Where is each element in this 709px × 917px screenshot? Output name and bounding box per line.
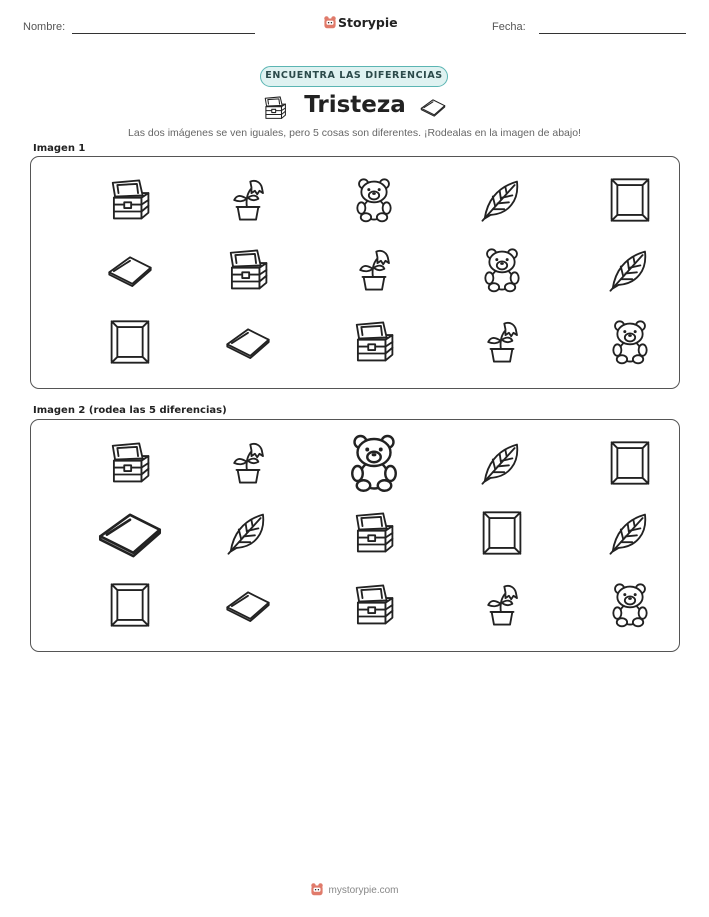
leaf-icon [607, 247, 653, 293]
picture-cell[interactable] [225, 440, 271, 486]
picture-cell[interactable] [351, 510, 397, 556]
folded-cloth-icon [97, 500, 163, 566]
picture-cell[interactable] [607, 510, 653, 556]
picture-cell[interactable] [479, 440, 525, 486]
folded-cloth-icon [418, 94, 448, 120]
frame-icon [607, 440, 653, 486]
picture-cell[interactable] [225, 582, 271, 628]
picture-cell [107, 319, 153, 365]
flower-pot-icon [479, 582, 525, 628]
panel2-label: Imagen 2 (rodea las 5 diferencias) [33, 405, 227, 416]
picture-cell [479, 247, 525, 293]
chest-icon [225, 247, 271, 293]
picture-cell[interactable] [107, 440, 153, 486]
frame-icon [479, 510, 525, 556]
picture-cell[interactable] [107, 582, 153, 628]
teddy-bear-icon [344, 433, 404, 493]
picture-cell[interactable] [351, 582, 397, 628]
footer-url: mystorypie.com [328, 885, 399, 896]
picture-cell[interactable] [607, 582, 653, 628]
flower-pot-icon [479, 319, 525, 365]
footer [0, 882, 709, 896]
picture-cell [607, 247, 653, 293]
chest-icon [262, 95, 288, 121]
teddy-bear-icon [479, 247, 525, 293]
date-label: Fecha: [492, 21, 526, 33]
picture-cell [479, 177, 525, 223]
frame-icon [607, 177, 653, 223]
brand-name: Storypie [338, 15, 398, 30]
picture-cell [351, 319, 397, 365]
storypie-logo-icon [323, 15, 337, 29]
leaf-icon [479, 177, 525, 223]
picture-cell [351, 177, 397, 223]
flower-pot-icon [351, 247, 397, 293]
leaf-icon [225, 510, 271, 556]
picture-cell[interactable] [607, 440, 653, 486]
chest-icon [351, 582, 397, 628]
teddy-bear-icon [351, 177, 397, 223]
picture-cell [107, 247, 153, 293]
leaf-icon [479, 440, 525, 486]
date-field[interactable] [539, 33, 686, 34]
picture-cell [479, 319, 525, 365]
leaf-icon [607, 510, 653, 556]
chest-icon [107, 440, 153, 486]
picture-cell [225, 319, 271, 365]
picture-cell [607, 177, 653, 223]
frame-icon [107, 319, 153, 365]
name-field[interactable] [72, 33, 255, 34]
teddy-bear-icon [607, 582, 653, 628]
chest-icon [351, 319, 397, 365]
brand-logo [323, 14, 398, 32]
picture-cell [225, 247, 271, 293]
folded-cloth-icon [107, 247, 153, 293]
picture-cell[interactable] [344, 433, 404, 493]
picture-cell[interactable] [97, 500, 163, 566]
picture-cell [351, 247, 397, 293]
frame-icon [107, 582, 153, 628]
picture-cell[interactable] [225, 510, 271, 556]
picture-cell [107, 177, 153, 223]
folded-cloth-icon [225, 582, 271, 628]
picture-cell [607, 319, 653, 365]
chest-icon [107, 177, 153, 223]
picture-panel-2[interactable] [30, 419, 680, 652]
panel1-label: Imagen 1 [33, 143, 86, 154]
page-title: Tristeza [304, 92, 406, 118]
name-label: Nombre: [23, 21, 66, 33]
flower-pot-icon [225, 440, 271, 486]
picture-cell[interactable] [479, 510, 525, 556]
picture-cell[interactable] [479, 582, 525, 628]
instructions: Las dos imágenes se ven iguales, pero 5 cosas son diferentes. ¡Rodealas en la imagen de abajo! [128, 127, 581, 139]
storypie-logo-icon [310, 882, 324, 896]
picture-panel-1 [30, 156, 680, 389]
folded-cloth-icon [225, 319, 271, 365]
activity-badge: ENCUENTRA LAS DIFERENCIAS [260, 66, 448, 87]
teddy-bear-icon [607, 319, 653, 365]
flower-pot-icon [225, 177, 271, 223]
chest-icon [351, 510, 397, 556]
picture-cell [225, 177, 271, 223]
